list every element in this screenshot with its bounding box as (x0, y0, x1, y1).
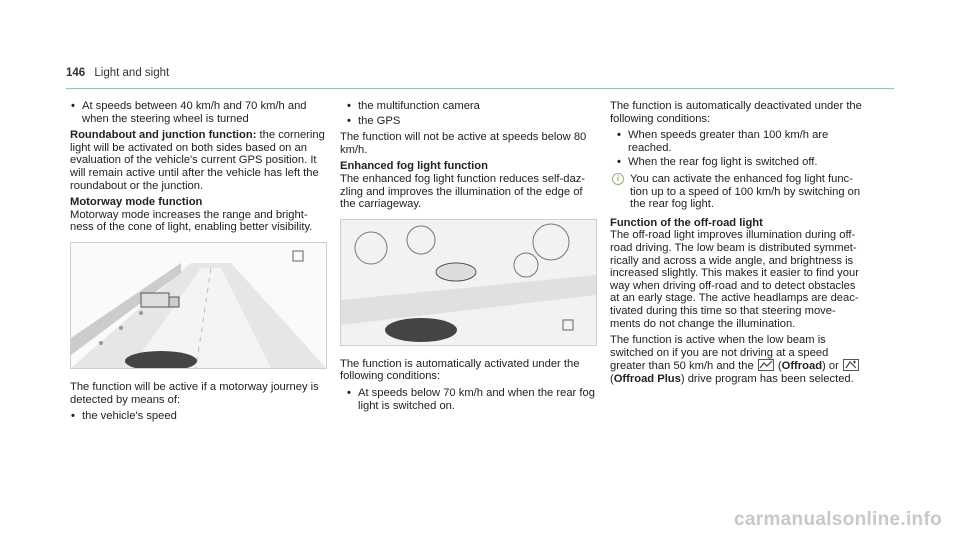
info-icon: i (612, 173, 624, 185)
motorway-text: Motorway mode increases the range and bright-ness of the cone of light, enabling better visibility. (70, 208, 313, 234)
active-text-start: The function is active when the low beam is switched on if you are not driving at a speed greater than 50 km/h and the (610, 334, 829, 373)
motorway-illustration (70, 242, 327, 369)
bullet-list (340, 387, 596, 412)
after-figure-text: The function will be active if a motorway journey is detected by means of: (70, 380, 319, 406)
roundabout-text: the cornering light will be activated on both sides based on an evaluation of the vehicle's current GPS position. It will remain active until after the vehicle has left the roundabout or the junction. (70, 129, 325, 192)
or-text: ) or (822, 360, 839, 373)
offroad-active-text: The function is active when the low beam is switched on if you are not driving at a speed greater than 50 km/h and the (Offroad) or (Offroad Plus) drive program has been selected. (610, 334, 866, 385)
info-note (610, 173, 866, 211)
list-item: • At speeds below 70 km/h and when the rear fog light is switched on. (346, 387, 596, 412)
column-middle (340, 100, 596, 416)
paragraph-roundabout (70, 129, 326, 192)
page-header (66, 67, 169, 80)
fog-light-illustration (340, 219, 597, 346)
page-number: 146 (66, 67, 86, 79)
list-item: • the GPS (346, 115, 596, 128)
fog-text: The enhanced fog light function reduces self-daz-zling and improves the illumination of the edge of the carriageway. (340, 172, 586, 211)
list-item: • When the rear fog light is switched off. (616, 156, 866, 169)
column-right (610, 100, 866, 389)
deactivate-text: The function is automatically deactivated under the following conditions: (610, 100, 862, 125)
motorway-heading: Motorway mode function (70, 196, 203, 209)
column-left (70, 100, 326, 427)
list-item: • the vehicle's speed (70, 410, 326, 423)
roundabout-heading: Roundabout and junction function: (70, 129, 257, 142)
list-item: • At speeds between 40 km/h and 70 km/h and when the steering wheel is turned (70, 100, 326, 125)
list-item: • When speeds greater than 100 km/h are reached. (616, 129, 866, 154)
bullet-list (70, 100, 326, 125)
inactive-text: The function will not be active at speeds below 80 km/h. (340, 131, 587, 156)
offroad-plus-program-icon (843, 359, 859, 371)
header-rule (66, 88, 894, 89)
bullet-list (70, 410, 326, 423)
fog-heading: Enhanced fog light function (340, 160, 488, 173)
bullet-list (340, 100, 596, 127)
offroad-heading: Function of the off-road light (610, 216, 763, 229)
note-text: You can activate the enhanced fog light func-tion up to a speed of 100 km/h by switching on the rear fog light. (630, 172, 861, 211)
section-title: Light and sight (94, 67, 170, 79)
watermark: carmanualsonline.info (734, 509, 942, 531)
list-item: • the multifunction camera (346, 100, 596, 113)
offroad-label: Offroad (781, 360, 823, 373)
active-text-end: ) drive program has been selected. (680, 372, 854, 385)
bullet-list (610, 129, 866, 169)
offroad-program-icon (758, 359, 774, 371)
offroad-plus-label: Offroad Plus (613, 372, 681, 385)
after-figure-text: The function is automatically activated under the following conditions: (340, 357, 580, 383)
offroad-text: The off-road light improves illumination during off-road driving. The low beam is distributed symmet-rically and across a wide angle, and brightness is increased slightly. This makes it easier to find your way when driving off-road and to detect obstacles at an early stage. The active headlamps are deac-tivated during this time so that steering move-ments do not change the illumination. (610, 229, 859, 330)
